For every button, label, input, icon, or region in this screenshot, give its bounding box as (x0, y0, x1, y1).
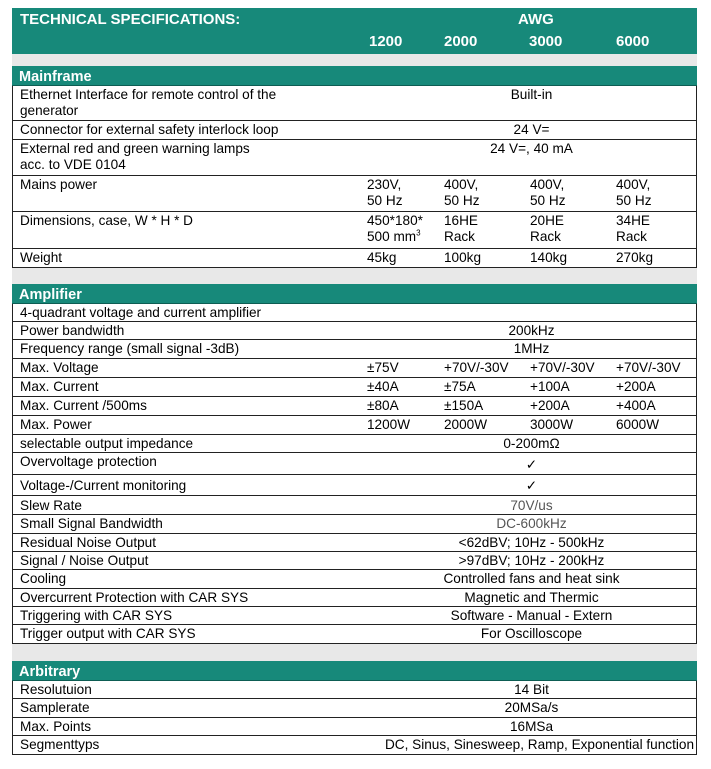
spec-header (12, 8, 697, 54)
row-value: Controlled fans and heat sink (443, 571, 620, 586)
cell-2000: 16HE Rack (444, 213, 479, 244)
row-value: 0-200mΩ (503, 436, 560, 451)
cell-2000: ±75A (444, 379, 476, 394)
row-max-power (12, 416, 697, 435)
row-slew-rate (12, 496, 697, 515)
row-value: Software - Manual - Extern (450, 608, 613, 623)
cell-3000: 3000W (530, 417, 574, 432)
cell-2000: ±150A (444, 398, 484, 413)
cell-1200: ±75V (367, 360, 399, 375)
row-label: Small Signal Bandwidth (20, 516, 163, 531)
row-label: Connector for external safety interlock loop (20, 122, 279, 137)
model-6000: 6000 (616, 33, 650, 50)
row-bandwidth (12, 322, 697, 340)
row-value: DC-600kHz (496, 516, 567, 531)
row-value: 200kHz (508, 323, 555, 338)
row-max-points (12, 718, 697, 736)
row-overvoltage (12, 453, 697, 475)
row-max-current-500ms (12, 397, 697, 416)
row-label: Frequency range (small signal -3dB) (20, 341, 240, 356)
row-label: External red and green warning lamps acc. to VDE 0104 (20, 141, 250, 172)
row-value: Built-in (510, 87, 553, 102)
model-2000: 2000 (444, 33, 478, 50)
row-label: Mains power (20, 177, 98, 192)
cell-6000: +400A (616, 398, 656, 413)
row-max-current (12, 378, 697, 397)
row-label: Power bandwidth (20, 323, 125, 338)
row-value: 14 Bit (514, 682, 549, 697)
row-cooling (12, 570, 697, 589)
row-quadrant (12, 304, 697, 322)
row-value: 20MSa/s (504, 700, 559, 715)
row-weight (12, 249, 697, 268)
row-ethernet (12, 86, 697, 121)
cell-1200: 450*180* 500 $mm^3$ (367, 213, 423, 244)
row-mains (12, 176, 697, 212)
row-value: 24 V=, 40 mA (490, 141, 573, 156)
cell-2000: +70V/-30V (444, 360, 509, 375)
check-icon: ✓ (525, 478, 538, 493)
row-value: <62dBV; 10Hz - 500kHz (458, 535, 605, 550)
row-label: Resolutuion (20, 682, 92, 697)
check-icon: ✓ (525, 457, 538, 472)
row-value: DC, Sinus, Sinesweep, Ramp, Exponential function (384, 737, 694, 752)
cell-1200: 1200W (367, 417, 411, 432)
cell-3000: 400V, 50 Hz (530, 177, 566, 208)
section-title: Mainframe (19, 69, 92, 85)
row-trigger-output (12, 625, 697, 644)
row-label: Max. Voltage (20, 360, 99, 375)
cell-3000: +200A (530, 398, 570, 413)
section-arbitrary (12, 661, 697, 681)
cell-2000: 2000W (444, 417, 488, 432)
row-triggering (12, 607, 697, 625)
spacer (12, 268, 697, 284)
cell-6000: 34HE Rack (616, 213, 651, 244)
row-label: Dimensions, case, W * H * D (20, 213, 193, 228)
cell-6000: 6000W (616, 417, 660, 432)
row-label: Segmenttyps (20, 737, 100, 752)
row-overcurrent (12, 589, 697, 607)
row-label: Triggering with CAR SYS (20, 608, 173, 623)
row-segments (12, 736, 697, 755)
row-impedance (12, 435, 697, 453)
cell-2000: 400V, 50 Hz (444, 177, 480, 208)
section-title: Arbitrary (19, 664, 81, 680)
section-mainframe (12, 66, 697, 86)
row-label: Samplerate (20, 700, 90, 715)
row-label: Max. Points (20, 719, 92, 734)
cell-2000: 100kg (444, 250, 482, 265)
cell-3000: +70V/-30V (530, 360, 595, 375)
row-label: selectable output impedance (20, 436, 194, 451)
section-amplifier (12, 284, 697, 304)
row-monitoring (12, 475, 697, 496)
cell-6000: +200A (616, 379, 656, 394)
spacer (12, 644, 697, 661)
row-frequency (12, 340, 697, 359)
row-label: Cooling (20, 571, 67, 586)
row-value: 1MHz (513, 341, 550, 356)
model-3000: 3000 (529, 33, 563, 50)
row-value: 70V/us (510, 498, 553, 513)
cell-6000: 270kg (616, 250, 654, 265)
row-label: Voltage-/Current monitoring (20, 478, 187, 493)
cell-6000: 400V, 50 Hz (616, 177, 652, 208)
row-label: Residual Noise Output (20, 535, 157, 550)
section-title: Amplifier (19, 287, 82, 303)
row-value: 16MSa (509, 719, 554, 734)
row-label: Weight (20, 250, 63, 265)
spacer (12, 54, 697, 66)
row-max-voltage (12, 359, 697, 378)
row-label: Signal / Noise Output (20, 553, 149, 568)
row-label: Max. Current (20, 379, 99, 394)
row-label: Max. Power (20, 417, 92, 432)
awg-label: AWG (518, 11, 554, 28)
row-samplerate (12, 699, 697, 718)
cell-1200: 230V, 50 Hz (367, 177, 403, 208)
row-small-signal-bw (12, 515, 697, 534)
row-dimensions (12, 212, 697, 249)
row-resolution (12, 681, 697, 699)
row-label: Max. Current /500ms (20, 398, 147, 413)
row-value: Magnetic and Thermic (464, 590, 599, 605)
row-value: 24 V= (513, 122, 550, 137)
cell-1200: ±40A (367, 379, 399, 394)
cell-6000: +70V/-30V (616, 360, 681, 375)
cell-3000: +100A (530, 379, 570, 394)
cell-3000: 140kg (530, 250, 568, 265)
row-label: Slew Rate (20, 498, 82, 513)
model-1200: 1200 (369, 33, 403, 50)
row-signal-noise (12, 552, 697, 570)
row-interlock (12, 121, 697, 140)
cell-3000: 20HE Rack (530, 213, 565, 244)
cell-1200: ±80A (367, 398, 399, 413)
cell-1200: 45kg (367, 250, 397, 265)
row-label: Overvoltage protection (20, 454, 157, 469)
row-residual-noise (12, 534, 697, 552)
row-lamps (12, 140, 697, 176)
row-label: Trigger output with CAR SYS (20, 626, 196, 641)
spec-title: TECHNICAL SPECIFICATIONS: (20, 11, 241, 28)
row-label: Ethernet Interface for remote control of the generator (20, 87, 277, 118)
row-label: 4-quadrant voltage and current amplifier (20, 305, 262, 320)
row-value: For Oscilloscope (480, 626, 583, 641)
row-value: >97dBV; 10Hz - 200kHz (458, 553, 605, 568)
row-label: Overcurrent Protection with CAR SYS (20, 590, 249, 605)
